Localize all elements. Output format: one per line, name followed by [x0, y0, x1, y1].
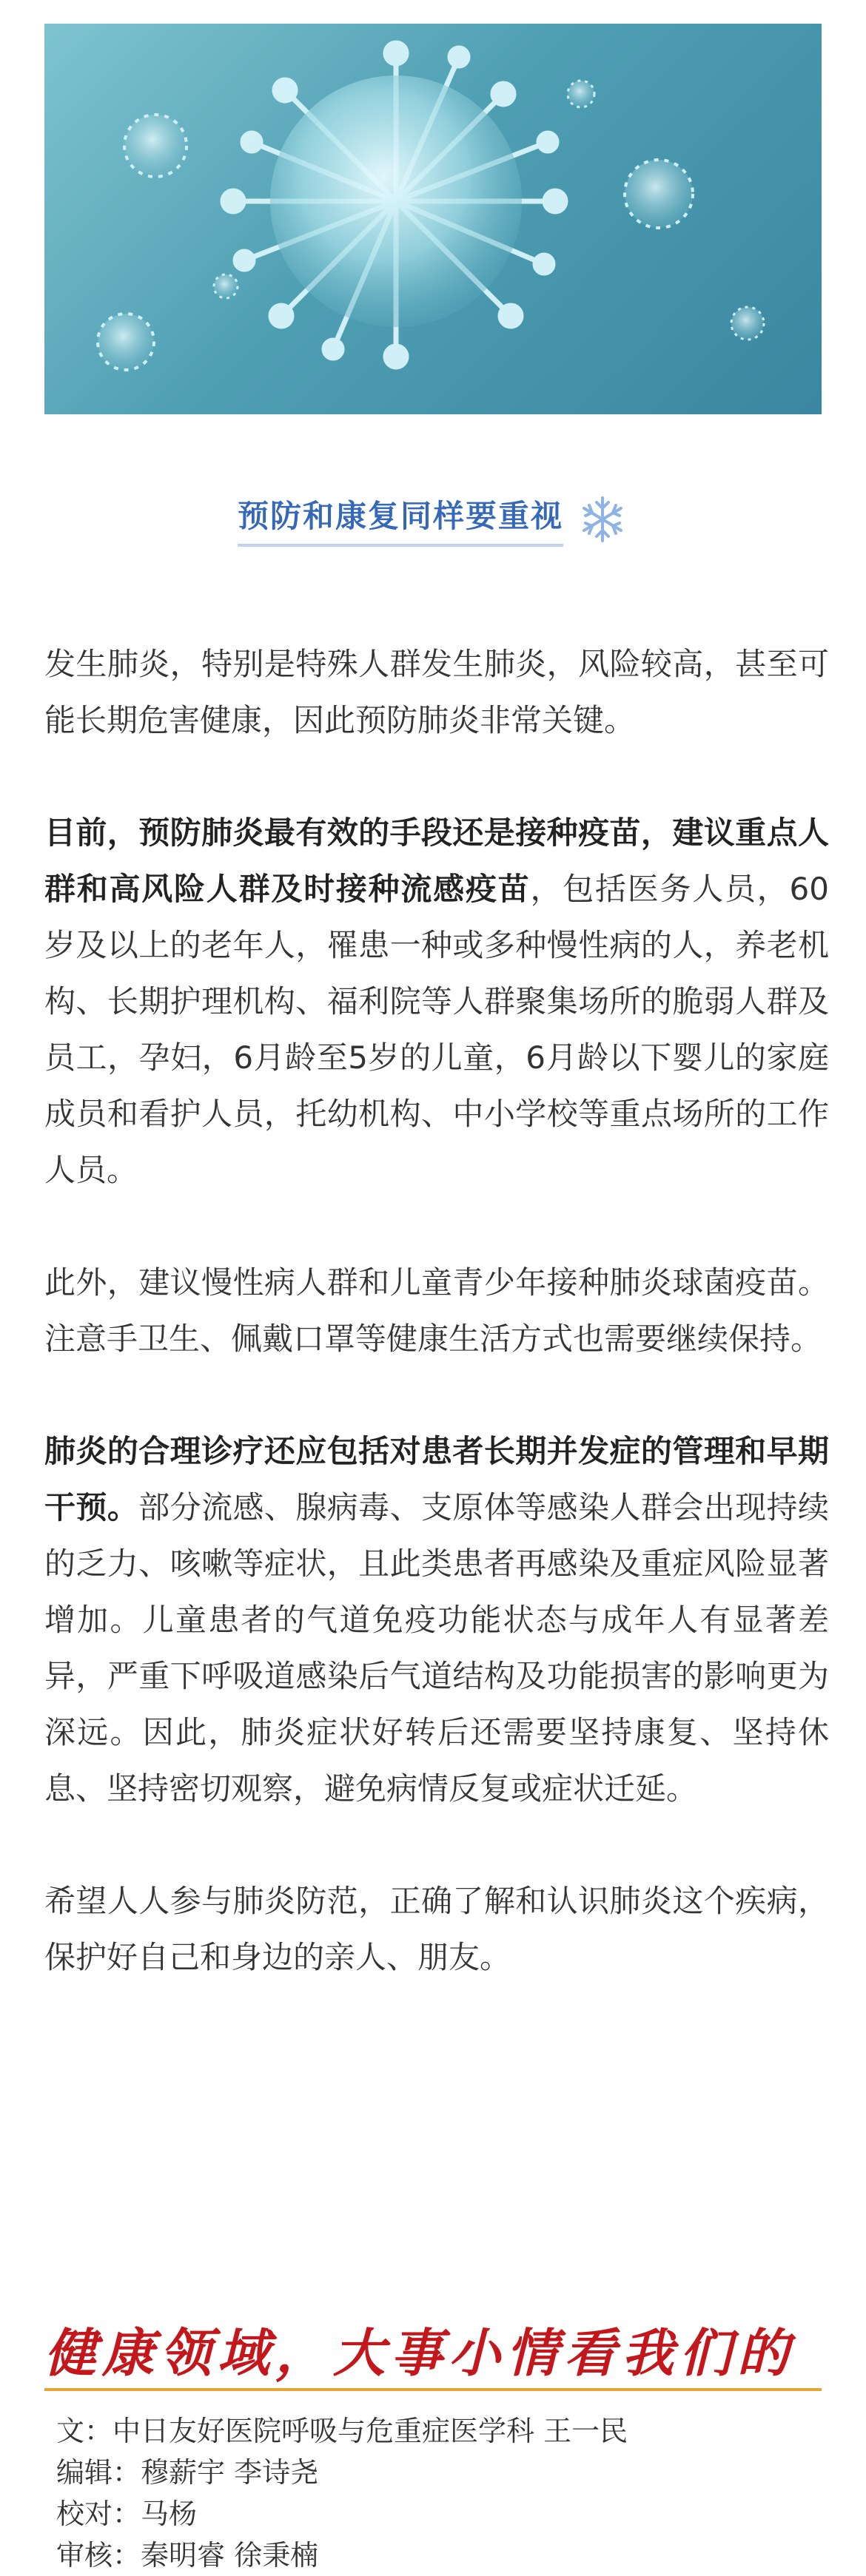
- slogan-banner: [44, 2322, 822, 2391]
- virus-illustration: [44, 24, 822, 414]
- credit-editor-label: 编辑：: [56, 2456, 141, 2489]
- paragraph-other-measures: 此外，建议慢性病人群和儿童青少年接种肺炎球菌疫苗。注意手卫生、佩戴口罩等健康生活方式也需要继续保持。: [44, 1264, 829, 1357]
- credit-proofreader-label: 校对：: [56, 2498, 141, 2530]
- credit-author: [56, 2410, 826, 2452]
- section-heading: [0, 492, 866, 547]
- paragraph-vaccination-emphasis: 目前，预防肺炎最有效的手段还是接种疫苗，建议重点人群和高风险人群及时接种流感疫苗: [44, 815, 829, 907]
- paragraph-closing: 希望人人参与肺炎防范，正确了解和认识肺炎这个疾病，保护好自己和身边的亲人、朋友。: [44, 1883, 829, 1975]
- article-body: [44, 636, 829, 1986]
- credit-proofreader: [56, 2493, 826, 2535]
- small-virus-4: [568, 81, 594, 107]
- credits: [56, 2410, 826, 2576]
- paragraph-vaccination-text: ，包括医务人员，60岁及以上的老年人，罹患一种或多种慢性病的人，养老机构、长期护理机构、福利院等人群聚集场所的脆弱人群及员工，孕妇，6月龄至5岁的儿童，6月龄以下婴儿的家庭成员和看护人员，托幼机构、中小学校等重点场所的工作人员。: [44, 871, 829, 1188]
- credit-editor: [56, 2452, 826, 2493]
- paragraph-vaccination: [44, 805, 829, 1198]
- credit-reviewer-label: 审核：: [56, 2539, 141, 2572]
- credit-reviewer: [56, 2535, 826, 2576]
- virus-hero-image: [44, 24, 822, 414]
- credit-editor-value: 穆薪宇 李诗尧: [141, 2456, 319, 2489]
- small-virus-3: [625, 160, 693, 228]
- paragraph-treatment-text: 部分流感、腺病毒、支原体等感染人群会出现持续的乏力、咳嗽等症状，且此类患者再感染及重症风险显著增加。儿童患者的气道免疫功能状态与成年人有显著差异，严重下呼吸道感染后气道结构及功能损害的影响更为深远。因此，肺炎症状好转后还需要坚持康复、坚持休息、坚持密切观察，避免病情反复或症状迁延。: [44, 1489, 829, 1807]
- credit-reviewer-value: 秦明睿 徐秉楠: [141, 2539, 319, 2572]
- credit-author-value: 中日友好医院呼吸与危重症医学科 王一民: [113, 2415, 628, 2447]
- small-virus-2: [98, 314, 154, 370]
- snowflake-icon: [577, 493, 628, 545]
- small-virus-6: [214, 274, 238, 298]
- credit-proofreader-value: 马杨: [141, 2498, 198, 2530]
- credit-author-label: 文：: [56, 2415, 113, 2447]
- paragraph-risk: 发生肺炎，特别是特殊人群发生肺炎，风险较高，甚至可能长期危害健康，因此预防肺炎非常关键。: [44, 646, 829, 738]
- paragraph-treatment: [44, 1423, 829, 1817]
- paragraph-treatment-emphasis: 肺炎的合理诊疗还应包括对患者长期并发症的管理和早期干预。: [44, 1433, 829, 1525]
- small-virus-1: [124, 115, 187, 177]
- large-virus-body: [270, 75, 522, 327]
- small-virus-5: [731, 307, 764, 340]
- section-title: 预防和康复同样要重视: [238, 492, 563, 547]
- slogan-text: 健康领域，大事小情看我们的: [44, 2322, 795, 2384]
